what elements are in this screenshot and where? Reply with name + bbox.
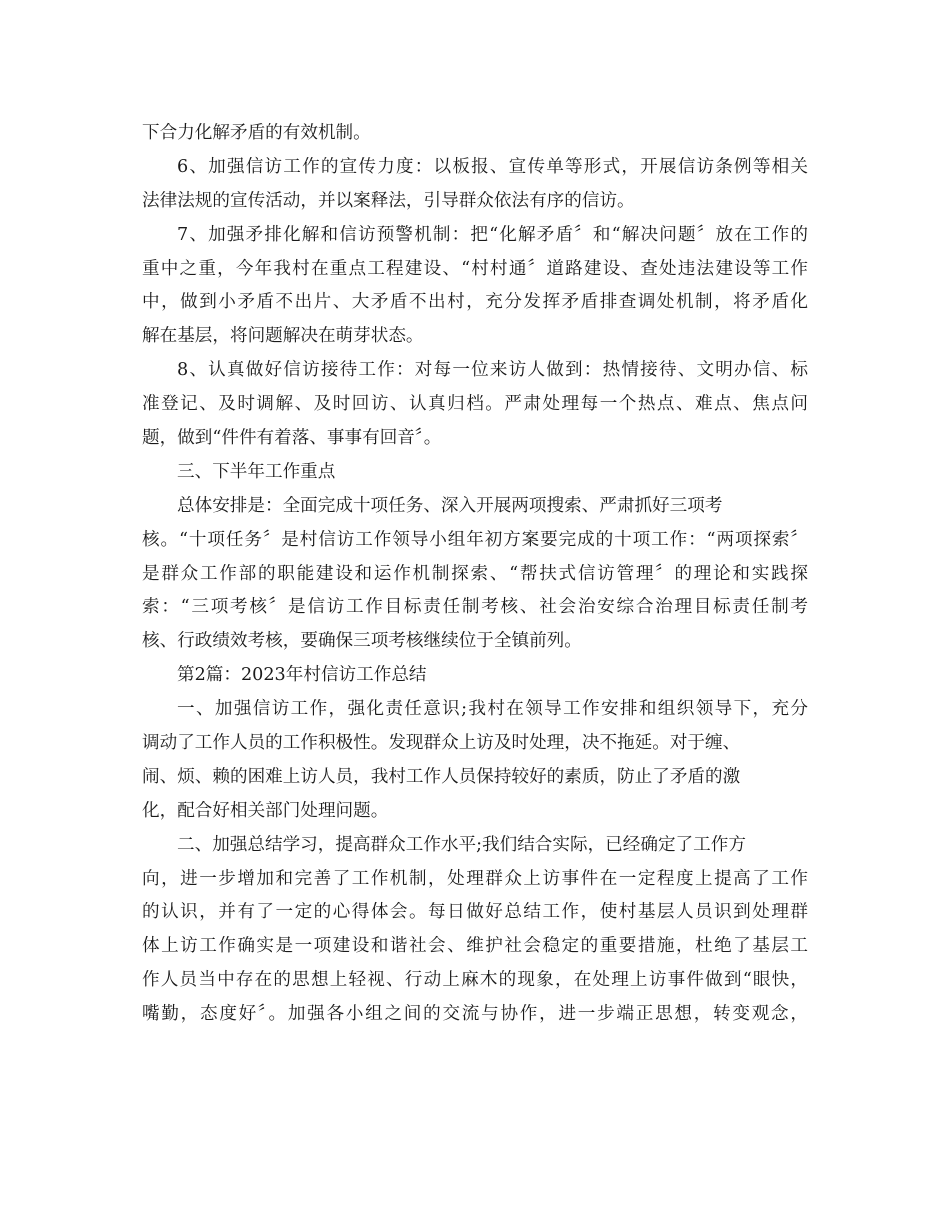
document-body (142, 117, 808, 1032)
text-line: 7、加强矛排化解和信访预警机制：把“化解矛盾〞和“解决问题〞放在工作的 (177, 224, 808, 245)
text-line: 的认识，并有了一定的心得体会。每日做好总结工作，使村基层人员识到处理群 (142, 902, 808, 923)
text-line: 是群众工作部的职能建设和运作机制探索、“帮扶式信访管理〞的理论和实践探 (142, 563, 808, 584)
text-line: 准登记、及时调解、及时回访、认真归档。严肃处理每一个热点、难点、焦点问 (142, 394, 808, 415)
text-line: 嘴勤，态度好〞。加强各小组之间的交流与协作，进一步端正思想，转变观念， (142, 1004, 808, 1025)
text-line: 化，配合好相关部门处理问题。 (142, 800, 389, 821)
text-line: 向，进一步增加和完善了工作机制，处理群众上访事件在一定程度上提高了工作 (142, 868, 808, 889)
text-line: 中，做到小矛盾不出片、大矛盾不出村，充分发挥矛盾排查调处机制，将矛盾化 (142, 292, 808, 313)
text-line: 作人员当中存在的思想上轻视、行动上麻木的现象，在处理上访事件做到“眼快， (142, 970, 808, 991)
text-line: 法律法规的宣传活动，并以案释法，引导群众依法有序的信访。 (142, 190, 635, 211)
text-line: 下合力化解矛盾的有效机制。 (142, 123, 371, 143)
text-line: 索：“三项考核〞是信访工作目标责任制考核、社会治安综合治理目标责任制考 (142, 597, 808, 618)
text-line: 调动了工作人员的工作积极性。发现群众上访及时处理，决不拖延。对于缠、 (142, 733, 741, 754)
text-line: 重中之重，今年我村在重点工程建设、“村村通〞道路建设、查处违法建设等工作 (142, 258, 808, 279)
chapter-heading: 第2篇：2023年村信访工作总结 (177, 665, 427, 686)
text-line: 核。“十项任务〞是村信访工作领导小组年初方案要完成的十项工作：“两项探索〞 (142, 529, 808, 550)
text-line: 题，做到“件件有着落、事事有回音〞。 (142, 428, 442, 449)
text-line: 二、加强总结学习，提高群众工作水平;我们结合实际，已经确定了工作方 (177, 834, 746, 855)
text-line: 6、加强信访工作的宣传力度：以板报、宣传单等形式，开展信访条例等相关 (177, 156, 808, 177)
text-line: 一、加强信访工作，强化责任意识;我村在领导工作安排和组织领导下，充分 (177, 699, 808, 720)
section-heading: 三、下半年工作重点 (177, 461, 336, 482)
text-line: 核、行政绩效考核，要确保三项考核继续位于全镇前列。 (142, 631, 582, 652)
text-line: 8、认真做好信访接待工作：对每一位来访人做到：热情接待、文明办信、标 (177, 360, 808, 381)
text-line: 体上访工作确实是一项建设和谐社会、维护社会稳定的重要措施，杜绝了基层工 (142, 936, 808, 957)
text-line: 解在基层，将问题解决在萌芽状态。 (142, 326, 424, 347)
text-line: 闹、烦、赖的困难上访人员，我村工作人员保持较好的素质，防止了矛盾的激 (142, 766, 741, 787)
text-line: 总体安排是：全面完成十项任务、深入开展两项搜索、严肃抓好三项考 (177, 495, 723, 516)
